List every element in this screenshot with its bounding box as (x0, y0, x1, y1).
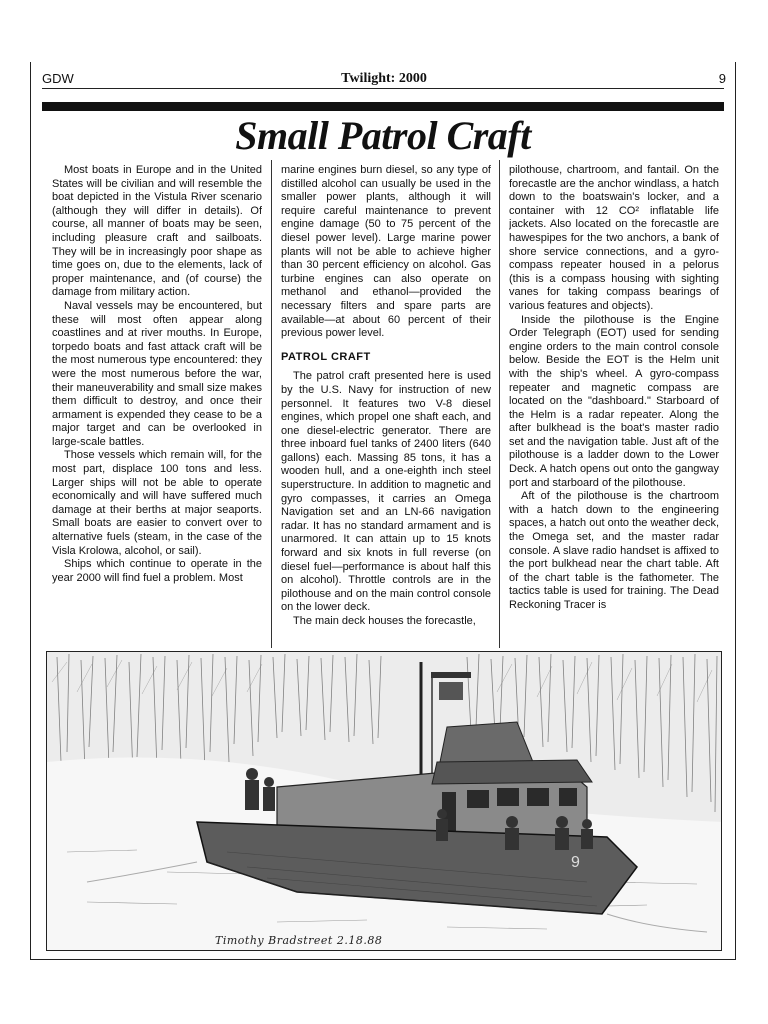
paragraph: Most boats in Europe and in the United States will be civilian and will resemble the boat depicted in the Vistula River scenario (although they will differ in details). Of course, all manner of boats may be seen, including pleasure craft and sailboats. They will be in increasingly poor shape as time goes on, due to the elements, lack of proper maintenance, and (of course) the damage from military action. (52, 164, 262, 299)
column-3 (509, 164, 719, 650)
paragraph: The main deck houses the forecastle, (293, 615, 476, 627)
patrol-boat-illustration (46, 651, 722, 951)
page-number: 9 (718, 71, 726, 86)
column-divider (499, 160, 500, 648)
paragraph: The patrol craft presented here is used by the U.S. Navy for instruction of new personnel. It features two V-8 diesel engines, which propel one shaft each, and one diesel-electric generator. There are three inboard fuel tanks of 2400 liters (640 gallons) each. Massing 85 tons, it has a wooden hull, and a one-eighth inch steel superstructure. In addition to magnetic and gyro compasses, it carries an Omega Navigation set and an LN-66 navigation radar. It has no standard armament and is unarmored. It can attain up to 15 knots forward and six knots in full reverse (on diesel fuel—performance is about half this on alcohol). Throttle controls are in the pilothouse and on the main control console on the lower deck. (281, 370, 491, 614)
paragraph: pilothouse, chartroom, and fantail. On the forecastle are the anchor windlass, a hatch down to the boatswain's locker, and a container with 12 CO² inflatable life jackets. Also located on the forecastle are hawespipes for the two anchors, a bank of shore service connections, and a gyro-compass repeater housed in a pelorus (this is a compass housing with sighting vanes for taking compass bearings of various features and objects). (509, 164, 719, 312)
artist-signature (215, 934, 382, 947)
article-title: Small Patrol Craft (235, 113, 531, 158)
publisher-label: GDW (42, 71, 74, 86)
column-2 (281, 164, 491, 650)
paragraph: Those vessels which remain will, for the most part, displace 100 tons and less. Larger ships will not be able to operate economically and will have suffered much damage at their berths at major seaports. Small boats are easier to convert over to alternative fuels (steam, in the case of the Visla Krolowa, alcohol, or sail). (52, 449, 262, 557)
column-divider (271, 160, 272, 648)
column-1 (52, 164, 262, 650)
title-bar (42, 102, 724, 111)
boat-drawing (47, 652, 722, 951)
magazine-title: Twilight: 2000 (341, 71, 427, 86)
paragraph: Naval vessels may be encountered, but these will most often appear along coastlines and at river mouths. In Europe, torpedo boats and fast attack craft will be the most numerous type encountered: they were the most numerous before the war, their maneuverability and small size makes them difficult to destroy, and once their armament is expended they cease to be a major target and can be overlooked in large-scale battles. (52, 299, 262, 448)
hull-number (567, 847, 597, 877)
header-rule (42, 88, 724, 89)
paragraph: Aft of the pilothouse is the chartroom with a hatch down to the engineering spaces, a hatch out onto the weather deck, the Omega set, and the master radar console. A slave radio handset is affixed to the port bulkhead near the chart table. Aft of the chart table is the fathometer. The tactics table is used for training. The Dead Reckoning Tracer is (509, 490, 719, 611)
paragraph: marine engines burn diesel, so any type of distilled alcohol can usually be used in the smaller power plants, although it will require careful maintenance to prevent engine damage (50 to 75 percent of the diesel power level). Large marine power plants will not be able to achieve higher than 30 percent efficiency on alcohol. Gas turbine engines can also operate on methanol and ethanol—provided the necessary filters and spare parts are available—at about 60 percent of their previous power level. (281, 164, 491, 340)
signature-date: 2.18.88 (336, 934, 383, 947)
artist-name: Timothy Bradstreet (215, 934, 333, 947)
paragraph: Inside the pilothouse is the Engine Order Telegraph (EOT) used for sending engine orders to the main control console below. Beside the EOT is the Helm unit with the ship's wheel. A gyro-compass repeater and magnetic compass are located on the "dashboard." Starboard of the Helm is a radar repeater. Along the after bulkhead is the boat's master radio set and the navigation table. Just aft of the pilothouse is a ladder down to the Lower Deck. A hatch opens out onto the gangway port and starboard of the pilothouse. (509, 313, 719, 489)
hull-number-text: 9 (571, 854, 580, 871)
section-heading: PATROL CRAFT (281, 350, 371, 363)
paragraph: Ships which continue to operate in the year 2000 will find fuel a problem. Most (52, 558, 262, 584)
page-header (42, 68, 726, 90)
